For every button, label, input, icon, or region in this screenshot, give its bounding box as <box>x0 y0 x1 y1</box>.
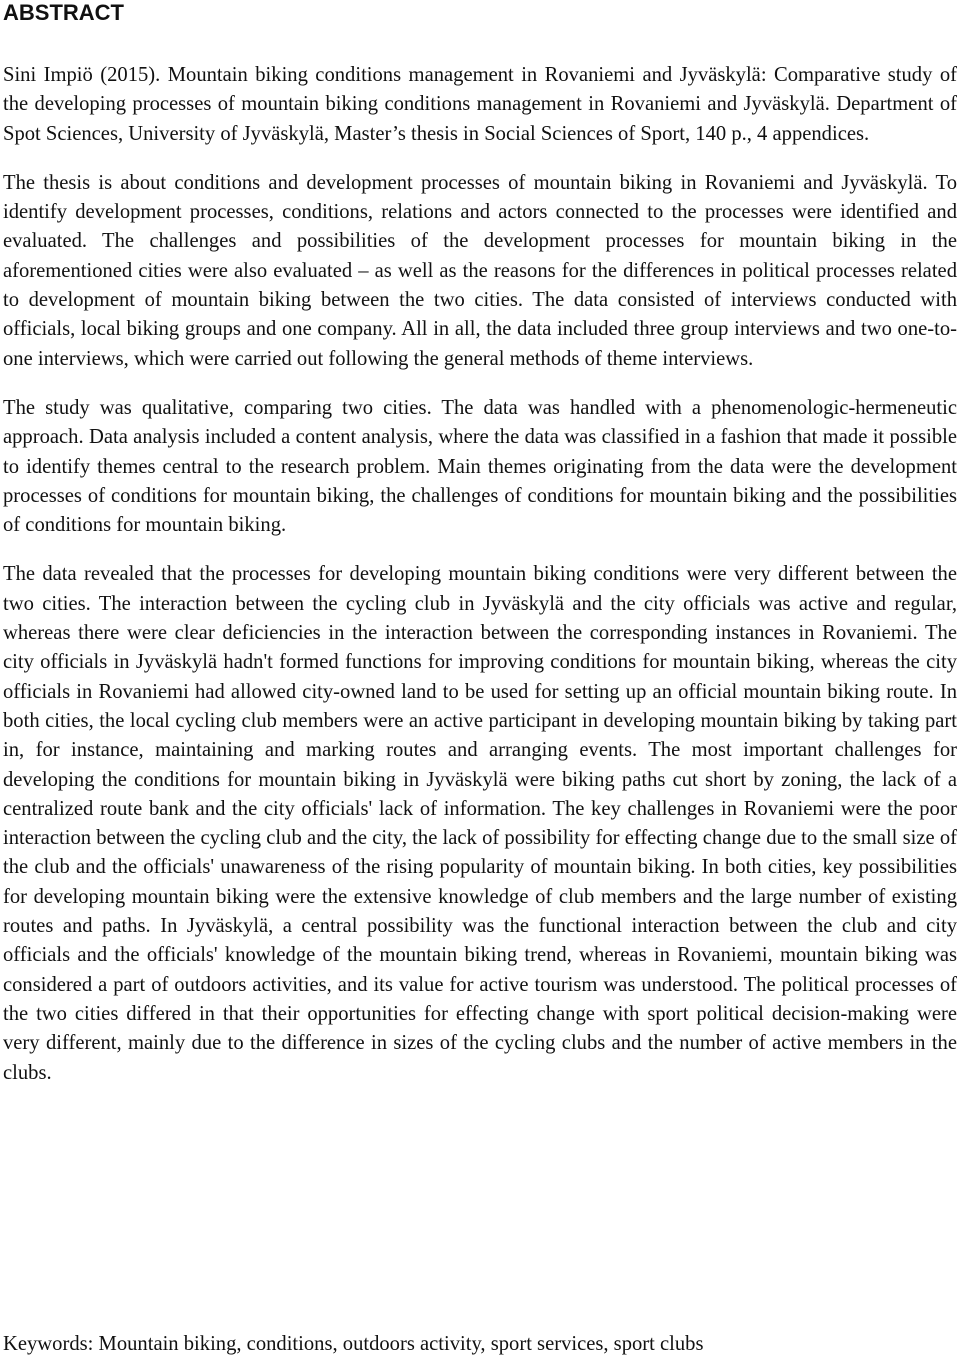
abstract-paragraph-3: The data revealed that the processes for developing mountain biking conditions were very different between the two cities. The interaction between the cycling club in Jyväskylä and the city officials was active and regular, whereas there were clear deficiencies in the interaction between the corresponding instances in Rovaniemi. The city officials in Jyväskylä hadn't formed functions for improving conditions for mountain biking, whereas the city officials in Rovaniemi had allowed city-owned land to be used for setting up an official mountain biking route. In both cities, the local cycling club members were an active participant in developing mountain biking by taking part in, for instance, maintaining and marking routes and arranging events. The most important challenges for developing the conditions for mountain biking in Jyväskylä were biking paths cut short by zoning, the lack of a centralized route bank and the city officials' lack of information. The key challenges in Rovaniemi were the poor interaction between the cycling club and the city, the lack of possibility for effecting change due to the small size of the club and the officials' unawareness of the rising popularity of mountain biking. In both cities, key possibilities for developing mountain biking were the extensive knowledge of club members and the large number of existing routes and paths. In Jyväskylä, a central possibility was the functional interaction between the club and city officials and the officials' knowledge of the mountain biking trend, whereas in Rovaniemi, mountain biking was considered a part of outdoors activities, and its value for active tourism was understood. The political processes of the two cities differed in that their opportunities for effecting change with sport political decision-making were very different, mainly due to the difference in sizes of the cycling clubs and the number of active members in the clubs. <box>3 563 957 1084</box>
abstract-paragraph-1: The thesis is about conditions and development processes of mountain biking in Rovaniemi and Jyväskylä. To identify development processes, conditions, relations and actors connected to the processes were identified and evaluated. The challenges and possibilities of the development processes for mountain biking in the aforementioned cities were also evaluated – as well as the reasons for the differences in political processes related to development of mountain biking between the two cities. The data consisted of interviews conducted with officials, local biking groups and one company. All in all, the data included three group interviews and two one-to-one interviews, which were carried out following the general methods of theme interviews. <box>3 171 957 370</box>
thesis-citation: Sini Impiö (2015). Mountain biking conditions management in Rovaniemi and Jyväskylä: Comparative study of the developing processes of mountain biking conditions management in Rovaniemi and Jyväskylä. Department of Spot Sciences, University of Jyväskylä, Master’s thesis in Social Sciences of Sport, 140 p., 4 appendices. <box>3 64 957 145</box>
abstract-page <box>3 0 957 1088</box>
keywords-line: Keywords: Mountain biking, conditions, outdoors activity, sport services, sport clubs <box>3 1333 704 1355</box>
abstract-paragraph-2: The study was qualitative, comparing two cities. The data was handled with a phenomenologic-hermeneutic approach. Data analysis included a content analysis, where the data was classified in a fashion that made it possible to identify themes central to the research problem. Main themes originating from the data were the development processes of conditions for mountain biking, the challenges of conditions for mountain biking and the possibilities of conditions for mountain biking. <box>3 396 957 537</box>
page-title: ABSTRACT <box>3 0 124 25</box>
